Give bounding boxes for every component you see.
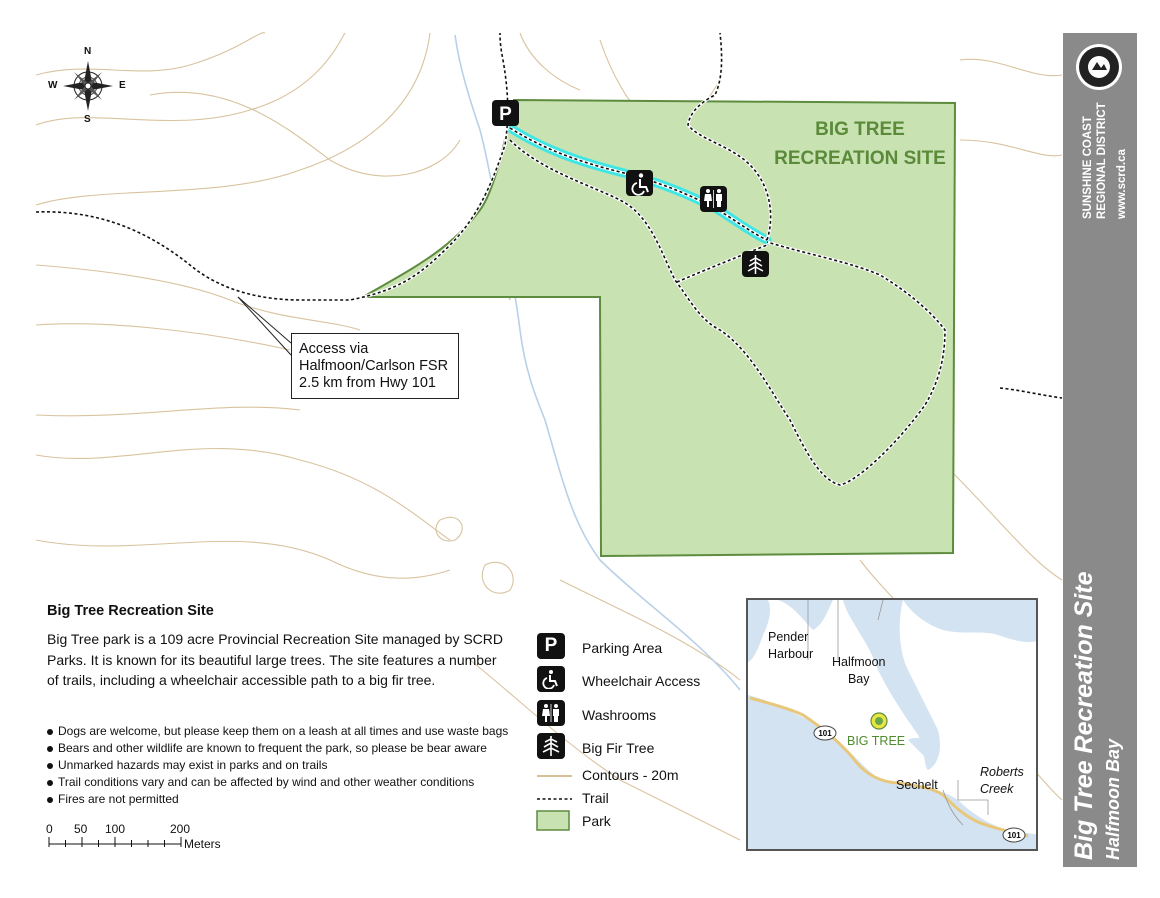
access-callout: [291, 333, 459, 399]
compass-north: N: [84, 46, 92, 57]
legend-park-swatch: [537, 811, 569, 830]
map-fir-tree-icon[interactable]: [742, 251, 769, 277]
site-label-line-1: BIG TREE: [815, 119, 905, 140]
description-text: Big Tree park is a 109 acre Provincial Recreation Site managed by SCRD Parks. It is known for its beautiful large trees. The site features a number of trails, including a wheelchair accessible path to a big fir tree.: [47, 631, 503, 688]
inset-label-halfmoon: Halfmoon Bay: [832, 655, 886, 686]
washroom-icon: [537, 700, 565, 726]
legend-label: Park: [582, 813, 611, 829]
list-item: Bears and other wildlife are known to frequent the park, so please be bear aware: [47, 740, 508, 757]
description-panel: [47, 603, 507, 691]
inset-map: [746, 598, 1038, 851]
svg-text:P: P: [499, 104, 512, 125]
map-wheelchair-icon[interactable]: [626, 170, 653, 196]
access-line-3: 2.5 km from Hwy 101: [299, 375, 436, 391]
list-item: Dogs are welcome, but please keep them on a leash at all times and use waste bags: [47, 723, 508, 740]
legend-label: Contours - 20m: [582, 767, 679, 783]
parking-icon: P: [537, 633, 565, 659]
list-item: Unmarked hazards may exist in parks and on trails: [47, 757, 508, 774]
access-line-2: Halfmoon/Carlson FSR: [299, 358, 449, 374]
scale-tick-label: 0: [46, 822, 53, 836]
map-washroom-icon[interactable]: [700, 186, 727, 212]
svg-text:101: 101: [818, 729, 832, 738]
scale-unit: Meters: [184, 837, 221, 851]
rules-list: [47, 723, 508, 808]
list-item: Fires are not permitted: [47, 791, 508, 808]
scrd-seal-icon: [1076, 44, 1122, 90]
agency-url[interactable]: www.scrd.ca: [1116, 149, 1128, 219]
legend-label: Washrooms: [582, 707, 657, 723]
highway-shield-icon: [814, 726, 836, 740]
description-heading: Big Tree Recreation Site: [47, 603, 214, 619]
compass-west: W: [48, 80, 58, 91]
scale-tick-label: 50: [74, 822, 88, 836]
list-item: Trail conditions vary and can be affected by wind and other weather conditions: [47, 774, 508, 791]
fir-tree-icon: [537, 733, 565, 759]
map-title: Big Tree Recreation Site: [1070, 571, 1098, 860]
map-parking-icon[interactable]: [492, 100, 519, 126]
legend-label: Parking Area: [582, 640, 663, 656]
map-subtitle: Halfmoon Bay: [1103, 738, 1123, 860]
legend-label: Wheelchair Access: [582, 673, 701, 689]
scale-tick-label: 200: [170, 822, 191, 836]
access-line-1: Access via: [299, 341, 369, 357]
inset-label-big-tree: BIG TREE: [847, 734, 906, 748]
compass-east: E: [119, 80, 126, 91]
svg-text:101: 101: [1007, 831, 1021, 840]
compass-south: S: [84, 114, 91, 125]
site-label: [760, 115, 960, 173]
wheelchair-icon: [537, 666, 565, 692]
legend-label: Big Fir Tree: [582, 740, 655, 756]
legend-label: Trail: [582, 790, 609, 806]
inset-label-pender: Pender Harbour: [768, 630, 814, 661]
highway-shield-icon: [1003, 828, 1025, 842]
site-label-line-2: RECREATION SITE: [774, 148, 946, 169]
scale-tick-label: 100: [105, 822, 126, 836]
inset-label-roberts: Roberts Creek: [980, 765, 1024, 796]
agency-name: SUNSHINE COAST REGIONAL DISTRICT: [1082, 102, 1108, 219]
inset-label-sechelt: Sechelt: [896, 778, 938, 792]
